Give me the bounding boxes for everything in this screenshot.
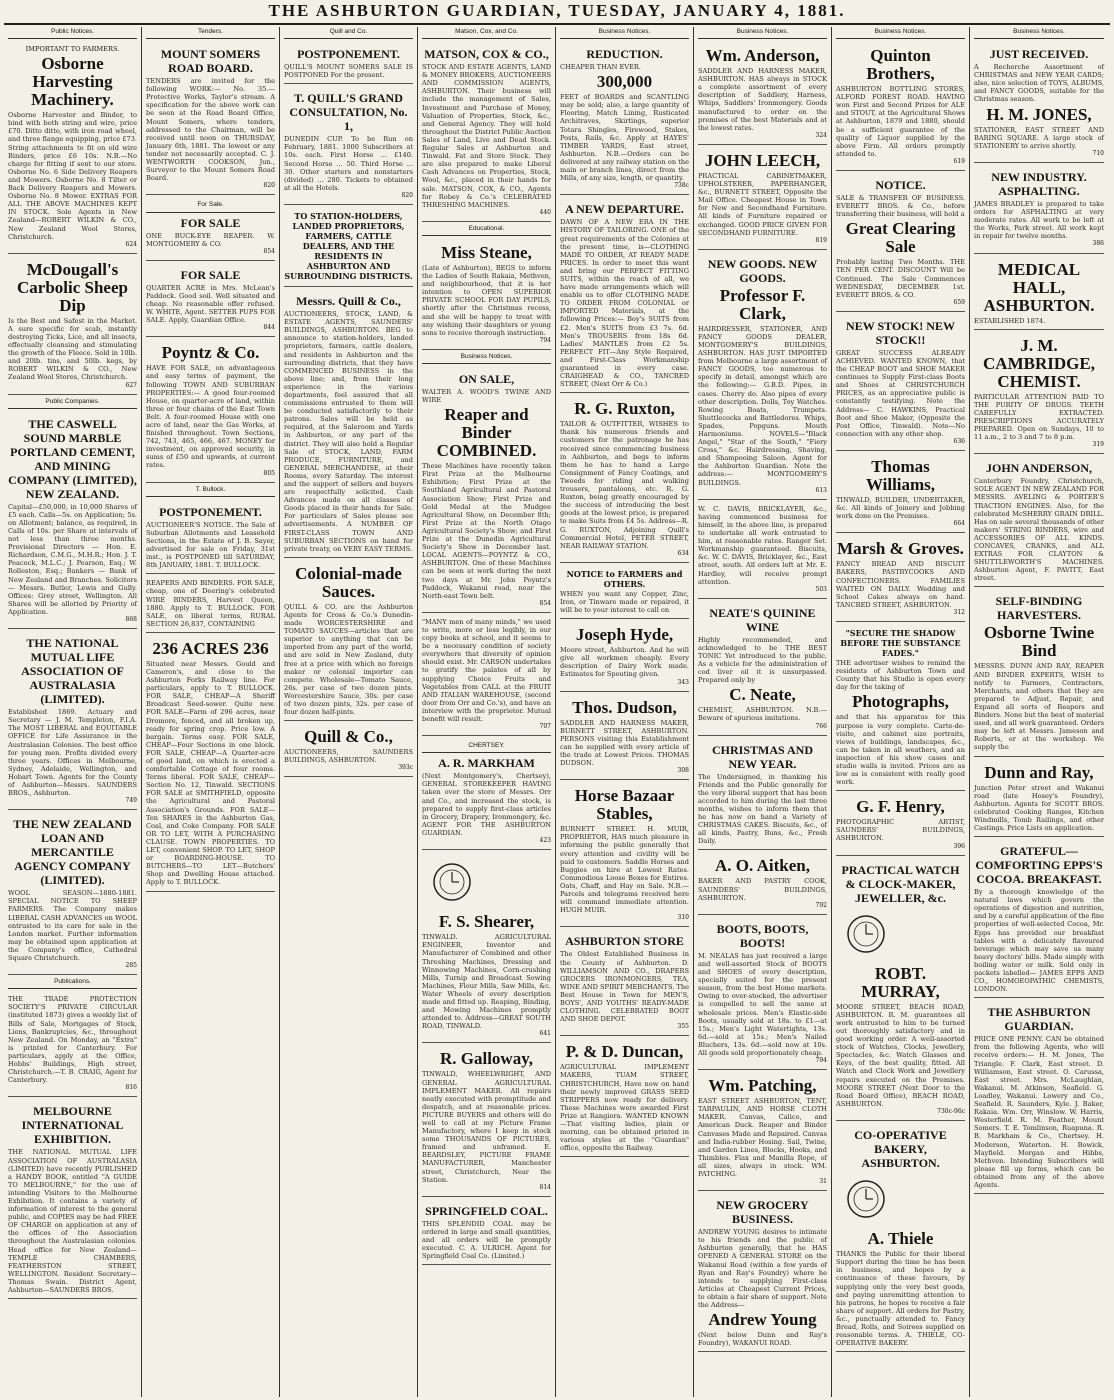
advertisement <box>974 165 1104 254</box>
section-header: T. Bullock. <box>146 485 275 497</box>
ad-heading: POSTPONEMENT. <box>159 504 262 519</box>
advertisement <box>422 615 551 736</box>
advertisement <box>422 42 551 222</box>
advertisement <box>422 1199 551 1265</box>
advertisement <box>698 601 827 736</box>
ad-body: A Recherche Assortment of CHRISTMAS and NEW YEAR CARDS; also, nice selection of TOYS, ALBUMS, and FANCY GOODS, suitable for the Christmas season. <box>974 63 1104 104</box>
newspaper-columns <box>4 27 1110 1397</box>
ad-heading: CHRISTMAS AND NEW YEAR. <box>711 742 813 771</box>
ad-ref-number: 624 <box>125 240 137 248</box>
advertisement <box>284 289 413 558</box>
advertisement <box>284 42 413 84</box>
ad-heading: REDUCTION. <box>586 47 663 62</box>
advertisement <box>146 42 275 195</box>
ad-heading: FOR SALE <box>180 215 241 230</box>
ad-body: PARTICULAR ATTENTION PAID TO THE PURITY OF DRUGS. TEETH CAREFULLY EXTRACTED. PRESCRIPTIONS ACCURATELY PREPARED. Open on Sundays, 10 to 11 a.m., 2 to 3 and 7 to 8 p.m. <box>974 392 1104 442</box>
ad-body: HAVE FOR SALE, on advantageous and easy terms of payment, the following TOWN AND SUBURBAN PROPERTIES:— A good four-roomed House, on quarter-acre of land, within three or four chains of the East Town Belt. A four-roomed House with one acre of land, near the Gas Works, at finished throughout. Town Sections, 742, 743, 465, 466, 467. MONEY for investment, on approved security, in sums of £50 and upwards, at current rates. <box>146 364 275 470</box>
advertisement <box>836 535 965 622</box>
ad-body: TINWALD, WHEELWRIGHT, AND GENERAL AGRICULTURAL IMPLEMENT MAKER. All repairs neatly executed with promptitude and despatch, and at reasonable prices. PICTURE BUYERS and others will do well to call at my Picture Frame Manufactory, where I keep in stock some THOUSANDS OF PICTURES, framed and unframed. E. BEARDSLEY, PICTURE FRAME MANUFACTURER, Manchester street, Christchurch, Near the Station. <box>422 1070 551 1184</box>
advertisement <box>146 635 275 892</box>
ad-body: The Oldest Established Business in the County of Ashburton. D. WILLIAMSON AND CO., DRAPERS GROCERS IRONMONGERS, TEA, WINE AND SPIRIT MERCHANTS. The Best House in Town for MEN'S, BOYS', AND YOUTHS' READY-MADE CLOTHING. CELEBRATED BOOT AND SHOE DEPOT. <box>560 950 689 1024</box>
ad-body: WHEN you want any Copper, Zinc, Iron, or Tinware made or repaired, it will be to your interest to call on <box>560 589 689 615</box>
ad-body: AUCTIONEER'S NOTICE. The Sale of Suburban Allotments and Leasehold Sections, in the Estate of J. B. Sayer, advertised for sale on Friday, 31st inst., is POSTPONED till SATURDAY, 8th JANUARY, 1881. T. BULLOCK. <box>146 520 275 570</box>
ad-ref-number: 355 <box>677 1023 689 1031</box>
ad-heading: MELBOURNE INTERNATIONAL EXHIBITION. <box>21 1104 124 1147</box>
ad-title: JOHN LEECH, <box>704 150 821 170</box>
ad-heading: T. QUILL'S GRAND CONSULTATION, No. 1, <box>289 91 408 134</box>
column-header: Business Notices. <box>560 27 689 39</box>
column-header: Public Notices. <box>8 27 137 39</box>
advertisement <box>146 576 275 633</box>
advertisement <box>8 1099 137 1299</box>
ad-body: Is the Best and Safest in the Market. A sure specific for scab, instantly destroying Ticks, Lice, and all insects, effectually cleansing and stimulating the growth of the Fleece. Sold in 10lb. and 20lb. tins, and 50lb. kegs, by ROBERT WILKIN & CO., New Zealand Wool Stores, Christchurch. <box>8 316 137 382</box>
ad-heading: JUST RECEIVED. <box>989 47 1089 62</box>
advertisement <box>422 239 551 350</box>
advertisement <box>560 197 689 393</box>
ad-body: GREAT SUCCESS ALREADY ACHIEVED. WANTED KNOWN, that the CHEAP BOOT and SHOE MAKER continues to Supply First-class Boots and Shoes at CHRISTCHURCH PRICES, as an appreciative public is constantly testifying. Note the Address— C. HAWKINS, Practical Boot and Shoe Maker, (Opposite the Post Office, Tinwald). Note—No connection with any other shop. <box>836 348 965 438</box>
advertisement <box>974 839 1104 998</box>
ad-body: ANDREW YOUNG desires to intimate to his friends and the public of Ashburton generally, that he HAS OPENED A GENERAL STORE on the Wakanui Road (within a few yards of Ryan and Ray's Foundry) where he intends to supplying First-class Articles at Cheapest Current Prices, to obtain a fair share of support. Note the Address— <box>698 1228 827 1310</box>
ad-body: WALTER A. WOOD'S TWINE AND WIRE <box>422 388 551 405</box>
advertisement <box>8 631 137 810</box>
ad-body: AUCTIONEERS, STOCK, LAND, & ESTATE AGENTS, SAUNDERS' BUILDINGS, ASHBURTON. BEG to announce to station-holders, landed proprietors, farmers, cattle dealers, and residents in Ashburton and the surrounding districts, that they have COMMENCED BUSINESS in the above line; and, from their long experience in the various departments, feel assured that all commissions entrusted to them will be conducted satisfactorily to their patrons. Sales will be held as required, at the Saleroom and Yards in Ashburton, or any part of the district. They will also hold a Regular Sale of STOCK, LAND, FARM PRODUCE, FURNITURE, and GENERAL MERCHANDISE, at their Rooms, every Saturday. The interest and the support of sellers and buyers are respectfully solicited. Cash Advances made on all classes of Goods placed in their hands for Sale. For particulars of Sales please see advertisements. A NUMBER OF FIRST-CLASS TOWN AND SUBURBAN SECTIONS on hand for private treaty, on VERY EASY TERMS. <box>284 310 413 553</box>
advertisement <box>8 992 137 1097</box>
ad-body: WOOL SEASON—1880-1881. SPECIAL NOTICE TO SHEEP FARMERS. The Company makes LIBERAL CASH ADVANCES on WOOL entrusted to its care for sale in the London market. Further information may be obtained upon application at the Company's office, Cathedral Square Christchurch. <box>8 889 137 962</box>
ad-title: F. S. Shearer, <box>438 912 535 932</box>
ad-ref-number: 319 <box>1092 441 1104 449</box>
ad-body: AUCTIONEERS, SAUNDERS BUILDINGS, ASHBURTON. <box>284 748 413 765</box>
ad-ref-number: 816 <box>125 1084 137 1092</box>
ad-body: THIS SPLENDID COAL may be ordered in large and small quantities, and all orders will be promptly executed. C. A. ULRICH. Agent for Springfield Coal Co. (Limited.) <box>422 1219 551 1261</box>
ad-heading: THE CASWELL SOUND MARBLE PORTLAND CEMENT, AND MINING COMPANY (LIMITED), NEW ZEALAND. <box>8 416 137 501</box>
ad-body: EAST STREET ASHBURTON, TENT, TARPAULIN, AND HORSE CLOTH MAKER. Canvas, Calico, and American Duck. Reaper and Binder Canvases Made and Repaired. Canvas and India-rubber Hosing. Sail, Twine, and Garden Lines, Blocks, Hooks, and Thimbles. Flax and Manilla Rope, of all sizes, always in stock. WM. PATCHING. <box>698 1097 827 1178</box>
ad-body: Established 1869. Actuary and Secretary — J. M. Templeton, F.I.A. The MOST LIBERAL and EQUITABLE OFFICE for Life Assurance in the Australasian Colonies. The best office for young men. Profits divided every three years. Offices in Melbourne, Sydney, Adelaide, Wellington, and Hobart Town. Agents for the County of Ashburton—Messrs. SAUNDERS BROS., Ashburton. <box>8 708 137 798</box>
ad-body: "MANY men of many minds," we used to write, more or less legibly, in our copy books at school, and it seems to be a necessary condition of society everywhere that diversity of opinion should exist. Mr. CARSON undertakes to gratify the palates of all by supplying Choice Fruits and Vegetables from CALL at the FRUIT AND ITALIAN WAREHOUSE, (second door from Orr and Co.'s), and have an interview with the proprietor. Mutual benefit will result. <box>422 617 551 723</box>
advertisement <box>8 812 137 975</box>
column-header: Matson, Cox, and Co. <box>422 27 551 39</box>
ad-heading: ASHBURTON STORE <box>565 934 684 949</box>
ad-body: THE advertiser wishes to remind the residents of Ashburton Town and County that his Studio is open every day for the taking of <box>836 659 965 692</box>
ad-body: SADDLER AND HARNESS MAKER, ASHBURTON. HAS always in STOCK a complete assortment of every description of Saddlery, Harness, Whips, Saddlers' Ironmongery. Goods manufactured to order on the premises of the best Materials and at the lowest rates. <box>698 67 827 132</box>
ad-title: Colonial-made Sauces. <box>295 563 402 601</box>
ad-body: These Machines have recently taken First Prize at the Melbourne Exhibition; First Prize at the Southland Agricultural and Pastoral Association Show; First Prize and Gold Medal at the Mudgee Agricultural Show, on December 8th; First Prize at the North Otago Agricultural Society's Show; and First Prize at the Dunedin Agricultural Society's Show in December last. LOCAL AGENTS—POYNTZ & CO., ASHBURTON. One of these Machines can be seen at work during the next two days at Mr. John Poyntz's Paddock, Wakanui road, near the North-east Town belt. <box>422 462 551 600</box>
ad-ref-number: 730c-96c <box>937 1107 965 1115</box>
ad-ref-number: 393c <box>398 764 413 772</box>
advertisement <box>560 621 689 691</box>
ad-body: TAILOR & OUTFITTER, WISHES to thank his numerous friends and customers for the patronage he has received since commencing business in Ashburton, and begs to inform them he has to hand a Large Consignment of Fancy Coatings, and Tweeds for riding and walking trousers, pantaloons, etc. R. G. Ruxton, being greatly encouraged by the success of introducing the best goods at the lowest price, is prepared to make Suits from £4 5s. Address—R. G. RUXTON, Adjoining Quill's Commercial Hotel, PETER STREET, NEAR RAILWAY STATION. <box>560 420 689 550</box>
ad-body: MOORE STREET, BEACH ROAD, ASHBURTON. R. M. guarantees all work entrusted to him to be turned out thoroughly satisfactory and in good working order. A well-assorted stock of Watches, Clocks, Jewellery, Spectacles, &c. Watch Glasses and Keys, of the best quality, fitted. All Watch and Clock Work and Jewellery repairs executed on the Premises. MOORE STREET (Next Door to the Road Board Office), BEACH ROAD, ASHBURTON. <box>836 1002 965 1108</box>
advertisement <box>974 42 1104 163</box>
ad-title: A. O. Aitken, <box>715 856 810 876</box>
ad-heading: FOR SALE <box>180 267 241 282</box>
advertisement <box>698 252 827 500</box>
ad-subhead: "SECURE THE SHADOW BEFORE THE SUBSTANCE FADES." <box>840 628 961 659</box>
ad-heading: NEW STOCK! NEW STOCK!! <box>846 318 955 347</box>
ad-body: and that his apparatus for this purpose is very complete. Carte-de-visite, and cabinet size portraits, views of buildings, landscapes, &c., can be taken in all weathers, and an inspection of his show cases and studio walls is invited. Prices are as low as is consistent with really good work. <box>836 713 965 787</box>
ad-title: Andrew Young <box>708 1310 817 1330</box>
ad-ref-number: 820 <box>263 182 275 190</box>
ad-heading: NEW GROCERY BUSINESS. <box>716 1198 809 1227</box>
ad-ref-number: 814 <box>539 1183 551 1191</box>
section-header: For Sale. <box>146 200 275 212</box>
advertisement <box>698 1072 827 1191</box>
advertisement <box>698 502 827 599</box>
ad-title: P. & D. Duncan, <box>565 1042 684 1062</box>
advertisement <box>836 42 965 171</box>
section-header: Public Companies. <box>8 397 137 409</box>
ad-body: BURNETT STREET. H. MUIR, PROPRIETOR, HAS much pleasure in informing the public generally that every attention and civility will be paid to customers. Saddle Horses and Buggies on hire at Lowest Rates. Commodious Loose Boxes for Entires. Oats, Chaff, and Hay on Sale. N.B.—Parcels and telegrams received here will command immediate attention. HUGH MUIR. <box>560 825 689 915</box>
advertisement <box>146 339 275 482</box>
advertisement <box>698 852 827 914</box>
ad-heading: A. R. MARKHAM <box>438 756 535 771</box>
ad-heading: ON SALE, <box>458 372 515 386</box>
advertisement <box>284 560 413 721</box>
ad-body: FANCY BREAD AND BISCUIT BAKERS, PASTRYCOOKS AND CONFECTIONERS. FAMILIES WAITED ON DAILY. Wedding and School Cakes always on hand. TANCRED STREET, ASHBURTON. <box>836 560 965 609</box>
ad-title: 300,000 <box>596 72 653 92</box>
advertisement <box>284 86 413 205</box>
column-header: Business Notices. <box>974 27 1104 39</box>
column <box>418 27 556 1397</box>
ad-ref-number: 710 <box>1092 149 1104 157</box>
ad-heading: NEW GOODS. NEW GOODS. <box>707 256 818 285</box>
ad-ref-number: 619 <box>953 157 965 165</box>
ad-body: STOCK AND ESTATE AGENTS, LAND & MONEY BROKERS, AUCTIONEERS AND COMMISSION AGENTS, ASHBURTON. Their business will include the management of Sales, Investment and Purchase of Money, Valuation of Properties, Stock, &c., and General Agency. They will hold throughout the District Public Auction Sales of Land, Live and Dead Stock. Regular Sales at Ashburton and Tinwald. Fat and Store Stock. They are also prepared to make Liberal Cash Advances on Properties, Stock, Wool, &c., placed in their hands for sale. MATSON, COX, & CO., Agents for Robey & Co.'s CELEBRATED THRESHING MACHINES. <box>422 63 551 209</box>
advertisement <box>560 694 689 781</box>
ad-body: STATIONER, EAST STREET AND BARING SQUARE. A large stock of STATIONERY to arrive shortly. <box>974 125 1104 150</box>
ad-ref-number: 310 <box>677 914 689 922</box>
column-header: Business Notices. <box>698 27 827 39</box>
advertisement <box>836 453 965 533</box>
ad-title: Quinton Brothers, <box>866 46 935 84</box>
ad-ref-number: 308 <box>677 767 689 775</box>
advertisement <box>560 42 689 195</box>
ad-body: CHEMIST, ASHBURTON. N.B.—Beware of spurious imitations. <box>698 706 827 723</box>
advertisement <box>974 256 1104 330</box>
ad-heading: MATSON, COX & CO., <box>424 47 549 62</box>
advertisement <box>422 852 551 1043</box>
ad-title: J. M. CAMBRIDGE, CHEMIST. <box>983 335 1095 391</box>
ad-heading: NOTICE. <box>875 178 926 193</box>
advertisement <box>560 1038 689 1157</box>
ad-body: (Late of Ashburton), BEGS to inform the Ladies of South Rakaia, Methven, and neighbourhood, that it is her intention to OPEN SUPERIOR PRIVATE SCHOOL FOR DAY PUPILS, shortly after the Christmas recess, and she will be happy to treat with any wishing their daughters or young sons to receive thorough instruction. <box>422 263 551 337</box>
ad-body: BAKER AND PASTRY COOK, SAUNDERS' BUILDINGS, ASHBURTON. <box>698 877 827 902</box>
advertisement <box>284 723 413 777</box>
masthead-title: THE ASHBURTON GUARDIAN, TUESDAY, JANUARY 4, 1881. <box>268 1 846 20</box>
ad-title: Wm. Anderson, <box>705 46 820 66</box>
ad-body: By a thorough knowledge of the natural laws which govern the operations of digestion and nutrition, and by a careful application of the fine properties of well-selected Cocoa, Mr. Epps has provided our breakfast tables with a delicately flavoured beverage which may save us many heavy doctors' bills. Made simply with boiling water or milk. Sold only in packets labelled— JAMES EPPS AND CO., HOMOEOPATHIC CHEMISTS, LONDON. <box>974 888 1104 994</box>
ad-body: TINWALD. AGRICULTURAL ENGINEER, Inventor and Manufacturer of Combined and other Threshing Machines, Dressing and Winnowing Machines, Corn-crushing Mills, Turnip and Broadcast Sowing Machines, Flour Mills, Saw Mills, &c. Water Wheels of every description made and fitted up. Reaping, Binding, and Mowing Machines promptly attended to. Address—GREAT SOUTH ROAD, TINWALD. <box>422 933 551 1031</box>
ad-title: 236 ACRES 236 <box>152 638 269 658</box>
ad-title: Osborne Twine Bind <box>983 623 1095 661</box>
advertisement <box>974 332 1104 455</box>
ad-heading: JOHN ANDERSON, <box>985 461 1092 476</box>
section-header: Business Notices. <box>422 352 551 364</box>
advertisement <box>422 738 551 850</box>
ad-ref-number: 738c <box>674 182 689 190</box>
ad-ref-number: 636 <box>953 437 965 445</box>
masthead-rule <box>4 23 1110 25</box>
ad-body: PHOTOGRAPHIC ARTIST, SAUNDERS' BUILDINGS, ASHBURTON. <box>836 818 965 843</box>
column <box>4 27 142 1397</box>
ad-body: Canterbury Foundry, Christchurch, SOLE AGENT IN NEW ZEALAND FOR MESSRS. AVELING & PORTER'S TRACTION ENGINES. Also, for the celebrated McSHERRY GRAIN DRILL. Has on sale several thousands of other makers' STRING BINDERS, wire and ACCESSORIES OF ALL KINDS. CONCAVES, CRANKS, and ALL EXTRAS FOR CLAYTON & SHUTTLEWORTH'S MACHINES. Ashburton Agent, F. PAVITT, East street. <box>974 477 1104 583</box>
ad-heading: MOUNT SOMERS ROAD BOARD. <box>160 47 261 76</box>
column-header: Quill and Co. <box>284 27 413 39</box>
ad-illustration-icon <box>836 1176 896 1222</box>
advertisement <box>836 624 965 791</box>
ad-ref-number: 285 <box>125 962 137 970</box>
advertisement <box>8 412 137 629</box>
ad-ref-number: 343 <box>677 678 689 686</box>
ad-body: Osborne Harvester and Binder, to bind with both string and wire, price £70. Ditto ditto, with iron road wheel, and three flange equipping, price £73. String attachments to fit on old wire Binders, price £6 10s. N.B.—No charge for fitting if sent to our store. Osborne No. 6 Side Delivery Reapers and Mowers. Osborne No. 8 Tilter or Back Delivery Reapers and Mowers. Osborne No. 8 Mower. EXTRAS FOR ALL THE ABOVE MACHINES KEPT IN STOCK. Sole Agents in New Zealand—ROBERT WILKIN & CO., New Zealand Wool Stores, Christchurch. <box>8 111 137 241</box>
ad-body: THE NATIONAL MUTUAL LIFE ASSOCIATION OF AUSTRALASIA (LIMITED) have recently PUBLISHED a HANDY BOOK, entitled "A GUIDE TO MELBOURNE," for the use of intending Visitors to the Melbourne Exhibition. It contains a variety of information of interest to the general public, and COPIES may be had FREE OF CHARGE on application at any of the offices of the Association throughout the Australasian colonies. Head office for New Zealand—TEMPLE CHAMBERS, FEATHERSTON STREET, WELLINGTON. Resident Secretary—Thomas Swain. District Agent, Ashburton—SAUNDERS BROS. <box>8 1148 137 1294</box>
ad-heading: THE NEW ZEALAND LOAN AND MERCANTILE AGENCY COMPANY (LIMITED). <box>13 817 132 888</box>
advertisement <box>8 42 137 254</box>
ad-heading: BOOTS, BOOTS, BOOTS! <box>716 921 809 950</box>
ad-title: H. M. JONES, <box>986 104 1092 124</box>
ad-ref-number: 766 <box>815 722 827 730</box>
ad-ref-number: 749 <box>125 797 137 805</box>
ad-body: Junction Peter street and Wakanui road (late Hosey's Foundry), Ashburton. Agents for SCOTT BROS. celebrated Cooking Ranges, Kitchen Windmills, Tomb Railings, and other Castings. Price Lists on application. <box>974 783 1104 832</box>
ad-body: QUILL'S MOUNT SOMERS SALE IS POSTPONED For the present. <box>284 63 413 80</box>
ad-subhead: NOTICE to FARMERS and OTHERS. <box>566 568 683 589</box>
advertisement <box>422 1045 551 1196</box>
ad-ref-number: 854 <box>539 599 551 607</box>
advertisement <box>560 565 689 619</box>
ad-body: Moore street, Ashburton. And he will give all workmen cheaply. Every description of Dairy Work made. Estimates for Spouting given. <box>560 646 689 679</box>
ad-body: TENDERS are invited for the following WORK:— No. 35.—Protective Works, Taylor's stream. A specification for the above work can be seen at the Road Board Office, Mount Somers, where tenders, addressed to the Chairman, will be received until noon on THURSDAY, January 6th, 1881. The lowest or any tender not necessarily accepted. C. J. WENTWORTH COOKSON, Jun., Surveyor to the Mount Somers Road Board. <box>146 77 275 183</box>
advertisement <box>698 147 827 250</box>
advertisement <box>836 858 965 1121</box>
ad-title: Horse Bazaar Stables, <box>574 786 675 824</box>
advertisement <box>836 1123 965 1352</box>
ad-body: Probably lasting Two Months. THE TEN PER CENT. DISCOUNT Will be Continued. The Sale Commences WEDNESDAY, DECEMBER 1st. EVERETT BROS. & CO. <box>836 258 965 299</box>
ad-ref-number: 386 <box>1092 240 1104 248</box>
ad-subhead: TO STATION-HOLDERS, LANDED PROPRIETORS, FARMERS, CATTLE DEALERS, AND THE RESIDENTS IN ASHBURTON AND SURROUNDING DISTRICTS. <box>284 211 413 282</box>
ad-title: Marsh & Groves. <box>837 539 964 559</box>
column <box>142 27 280 1397</box>
ad-ref-number: 440 <box>539 208 551 216</box>
ad-body: PRACTICAL CABINETMAKER, UPHOLSTERER, PAPERHANGER, &c., BURNETT STREET, Opposite the Mail Office. Cheapest House in Town for New and Secondhand Furniture. All kinds of Furniture repaired or exchanged. GOOD PRICE GIVEN FOR SECONDHAND FURNITURE. <box>698 171 827 237</box>
ad-body: W. C. DAVIS, BRICKLAYER, &c., having commenced business for himself, in the above line, is prepared to undertake all work entrusted to him, at reasonable rates. Ranger Set. Workmanship guaranteed. Biscuits, &c. W. C. DAVIS, Bricklayer, &c., East street, south. All orders left at Mr. E. Hardley, will receive prompt attention. <box>698 504 827 586</box>
advertisement <box>698 738 827 851</box>
ad-ref-number: 819 <box>815 236 827 244</box>
column <box>832 27 970 1397</box>
column <box>280 27 418 1397</box>
ad-ref-number: 641 <box>539 1030 551 1038</box>
ad-title: Miss Steane, <box>441 242 532 262</box>
ad-body: Situated near Messrs. Gould and Cameron's, and close to the Ashburton Forks Railway line. For particulars, apply to T. BULLOCK. FOR SALE, CHEAP—A Sheriff Broadcast Seed-sower. Quite new. FOR SALE—Farm of 296 acres, near Dromore, fenced, and all broken up, ready for spring crop. Price low. A bargain. Terms easy. FOR SALE, CHEAP—Four Sections in one block. FOR SALE, CHEAP—A Quarter-acre of good land, on which is erected a comfortable Cottage of four rooms. Terms liberal. FOR SALE, CHEAP—Section No. 12, Tinwald. SECTIONS FOR SALE at SMITHFIELD, opposite the Agricultural and Pastoral Association's Grounds. FOR SALE—Ten SHARES in the Ashburton Gas, Coal, and Coke Company. FOR SALE OR TO LET, WITH A PURCHASING CLAUSE. TOWN PROPERTIES. TO LET, convenient SHOP. TO LET, SHOP or BOARDING-HOUSE. TO BUTCHERS—TO LET—Butchers' Shop and Dwelling House attached. Apply to T. BULLOCK. <box>146 659 275 887</box>
advertisement <box>836 173 965 312</box>
ad-title: Thomas Williams, <box>865 457 936 494</box>
ad-body: DAWN OF A NEW ERA IN THE HISTORY OF TAILORING. ONE of the great requirements of the Colonies at the present time, is—CLOTHING MADE TO ORDER, AT READY MADE PRICES. In order to meet this want and bring our PERFECT FITTING SUITS, within the reach of all, we have made arrangements which will enable us to offer CLOTHING MADE TO ORDER FROM COLONIAL or IMPORTED Materials, at the following Prices:— Boy's SUITS from £2. Men's SUITS from £3 7s. 6d. Men's TROUSERS from 18s 6d. Ladies' MANTLES from £2 5s. PERFECT FIT—Any Style Required, and First-Class Workmanship guaranteed in every case. CRAIGHEAD & CO., TANCRED STREET, (Next Orr & Co.) <box>560 218 689 389</box>
ad-heading: Messrs. Quill & Co., <box>296 294 401 309</box>
ad-illustration-icon <box>836 911 896 957</box>
ad-heading: THE ASHBURTON GUARDIAN. <box>987 1005 1091 1034</box>
ad-body: (Next Montgomery's, Chertsey), GENERAL STOREKEEPER HAVING taken over the store of Messrs. Orr and Co., and increased the stock, is prepared to supply first-class articles in Grocery, Drapery, Ironmongery, &c. AGENT FOR THE ASHBURTON GUARDIAN. <box>422 772 551 837</box>
ad-body: DUNEDIN CUP. To be Run on February, 1881. 1000 Subscribers at 10s. each. First Horse ... £140. Second Horse ... 50. Third Horse ... 30. Other starters and nonstarters (divided) ... 280. Tickets to obtained at all the Hotels. <box>284 135 413 192</box>
ad-title: Poyntz & Co. <box>161 343 260 363</box>
ad-ref-number: 634 <box>677 549 689 557</box>
advertisement <box>836 314 965 451</box>
ad-body: SADDLER AND HARNESS MAKER, BURNETT STREET, ASHBURTON. PERSONS visiting this Establishment can be supplied with every article of the trade at Lowest Prices. THOMAS DUDSON. <box>560 718 689 768</box>
ad-ref-number: 820 <box>401 191 413 199</box>
advertisement <box>146 263 275 338</box>
ad-title: Professor F. Clark, <box>719 285 806 323</box>
section-header: Educational. <box>422 224 551 236</box>
ad-heading: THE NATIONAL MUTUAL LIFE ASSOCIATION OF AUSTRALASIA (LIMITED). <box>21 636 124 707</box>
advertisement <box>560 782 689 927</box>
ad-heading: CO-OPERATIVE BAKERY, ASHBURTON. <box>854 1128 947 1171</box>
ad-ref-number: 503 <box>815 585 827 593</box>
ad-body: ESTABLISHED 1874. <box>974 316 1046 325</box>
advertisement <box>560 929 689 1036</box>
ad-ref-number: 312 <box>953 608 965 616</box>
ad-body: QUILL & CO. are the Ashburton Agents for Cross & Co.'s Dunedin-made WORCESTERSHIRE and TOMATO SAUCES—articles that are superior to anything that can be imported from any part of the world, and are sold in New Zealand, duty free at a price with which no foreign maker or colonial importer can compete. Wholesale—Tomato Sauce, 26s. per case of two dozen pints. Worcestershire Sauce, 30s. per case of two dozen pints, 32s. per case of four dozen half-pints. <box>284 602 413 717</box>
ad-ref-number: 31 <box>819 1178 827 1186</box>
ad-ref-number: 659 <box>953 298 965 306</box>
ad-ref-number: 854 <box>263 247 275 255</box>
ad-body: SALE & TRANSFER OF BUSINESS. EVERETT BROS. & Co., before transferring their business, will hold a <box>836 194 965 219</box>
advertisement <box>974 1000 1104 1194</box>
advertisement <box>8 256 137 395</box>
ad-title: ROBT. MURRAY, <box>861 963 940 1001</box>
ad-heading: SELF-BINDING HARVESTERS. <box>995 594 1083 623</box>
advertisement <box>974 589 1104 756</box>
advertisement <box>974 456 1104 587</box>
ad-body: The Undersigned, in thanking his Friends and the Public generally for the very liberal support that has been accorded to him during the last three months, wishes to inform them that he has now on hand a Variety of CHRISTMAS CAKES. Biscuits, &c., of all kinds, Pastry, Buns, &c., Fresh Daily. <box>698 772 827 846</box>
ad-ref-number: 794 <box>815 1057 827 1065</box>
ad-heading: SPRINGFIELD COAL. <box>425 1203 548 1218</box>
ad-title: Dunn and Ray, <box>984 762 1094 782</box>
ad-body: (Next below Dunn and Ray's Foundry), WAKANUI ROAD. <box>698 1331 827 1348</box>
section-header: Publications. <box>8 977 137 989</box>
ad-body: Highly recommended, and acknowledged to be THE BEST TONIC Yet introduced to the public. As a vehicle for the administration of cod liver oil it is unsurpassed. Prepared only by <box>698 635 827 685</box>
ad-ref-number: 805 <box>263 469 275 477</box>
ad-body: Capital—£50,000, in 10,000 Shares of £5 each. Calls—5s. on Application; 5s. on Allotment; balance, as required, in Calls of 10s. per Share at intervals of not less than three months. Provisional Directors — Hon. E. Richardson, C.M.G., M.H.R.; Hon. J. T. Peacock, M.L.C.; J. Pearson, Esq.; W. Rolleston, Esq.; Bankers — Bank of New Zealand and Branches. Solicitors — Messrs. Butler, Lewis and Gully. Offices: Grey street, Wellington. All Shares will be allotted by Priority of Application. <box>8 502 137 616</box>
ad-body: TINWALD, BUILDER, UNDERTAKER, &c. All kinds of Joinery and Jobbing work done on the Premises. <box>836 496 965 521</box>
advertisement <box>836 793 965 855</box>
ad-heading: NEATE'S QUININE WINE <box>709 605 816 634</box>
ad-title: Photographs, <box>852 692 949 712</box>
ad-title: MEDICAL HALL, ASHBURTON. <box>983 259 1095 315</box>
ad-body: ONE BUCK-EYE REAPER. W. MONTGOMERY & CO. <box>146 231 275 248</box>
ad-ref-number: 627 <box>125 381 137 389</box>
ad-ref-number: 794 <box>539 336 551 344</box>
advertisement <box>560 395 689 563</box>
ad-body: ASHBURTON BOTTLING STORES, ALFORD FOREST ROAD. HAVING won First and Second Prizes for ALE and STOUT, at the Agricultural Shows at Ashburton, 1879 and 1880, should be a sufficient guarantee of the quality of Liquor supplied by the above Firm. All orders promptly attended to. <box>836 85 965 158</box>
advertisement <box>146 500 275 575</box>
advertisement <box>698 42 827 145</box>
column <box>694 27 832 1397</box>
ad-title: A. Thiele <box>867 1229 934 1249</box>
ad-illustration-icon <box>422 859 482 905</box>
ad-title: R. G. Ruxton, <box>574 399 675 419</box>
ad-body: JAMES BRADLEY is prepared to take orders for ASPHALTING at very moderate rates. All work to be left at the Works, Park street. All work kept in repair for twelve months. <box>974 199 1104 241</box>
ad-title: Reaper and Binder COMBINED. <box>436 405 537 461</box>
ad-ref-number: 664 <box>953 520 965 528</box>
ad-title: R. Galloway, <box>439 1049 534 1069</box>
ad-body: AGRICULTURAL IMPLEMENT MAKERS, TUAM STREET, CHRISTCHURCH, Have now on hand their newly improved GRASS SEED STRIPPERS now ready for delivery. These Machines were awarded First Prize at Rangiora. WANTED KNOWN—That visiting ladies, plain or morning, can be obtained printed in various styles at the "Guardian" office, opposite the Railway. <box>560 1063 689 1153</box>
ad-body: FEET of BOARDS and SCANTLING may be sold; also, a large quantity of Flooring, Match Lining, Rusticated Architraves, Skirtings, superior Totara Shingles, Firewood, Stakes, Posts, Rails, &c. Apply at HAYES' TIMBER YARDS, East street, Ashburton. N.B.—Orders can be delivered at any railway station on the main or branch lines, direct from the Mills, of any size, length, or quantity. <box>560 93 689 183</box>
advertisement <box>698 1193 827 1352</box>
ad-title: Wm. Patching, <box>708 1076 817 1096</box>
advertisement <box>698 917 827 1070</box>
ad-title: Quill & Co., <box>304 727 393 747</box>
ad-title: Thos. Dudson, <box>572 697 677 717</box>
ad-ref-number: 844 <box>263 324 275 332</box>
ad-body: MESSRS. DUNN AND RAY, REAPER AND BINDER EXPERTS, WISH to notify to Farmers, Contractors, Merchants, and others that they are prepared to Adjust, Repair, and Expand all sorts of Reapers and Binders. None but the best of material used, and all work guaranteed. Orders may be left at Messrs. Jameson and Roberts, or at the workshop. We supply the <box>974 662 1104 752</box>
ad-title: Osborne Harvesting Machinery. <box>31 54 114 110</box>
ad-ref-number: 792 <box>815 901 827 909</box>
ad-body: THANKS the Public for their liberal Support during the time he has been in business, and hopes by a continuance of these favours, by supplying only the very best goods, and paying unremitting attention to his patrons, he hopes to receive a fair share of support. All orders for Pastry, &c., punctually attended to. Fancy Bread, Rolls, and Soirees supplied on reasonable terms. A. THIELE, CO-OPERATIVE BAKERY. <box>836 1250 965 1348</box>
ad-ref-number: 868 <box>125 616 137 624</box>
ad-body: PRICE ONE PENNY. CAN be obtained from the following Agents, who will receive orders:— H. M. Jones, The Triangle. F. Clark, East street. D. Williamson, East street. O. Carussa, East street. Mrs. McLaughlan, Wakanui. M. Atkinson, Seafield. G. Loadley, Wakanui. Lowery and Co., Seafield. R. Saunders, Kyle. J. Baker, Rakaia. Wm. Orr, Winslow. W. Harris, Westerfield. R. M. Feather, Mount Somers. T. E. Tomlinson, Ruapuna. R. B. Markham & Co., Chertsey. H. Moderson, Waterton. H. Bowick, Mayfield. Morgan and Hibbs, Methven. Intending Subscribers will please fill up forms, which can be obtained from any of the above Agents. <box>974 1035 1104 1189</box>
ad-body: M. NEALAS has just received a large and well-assorted Stock of BOOTS and SHOES of every description, specially suited for the present season, from the best Home markets. Owing to over-stocked, the advertiser is compelled to sell the same at wholesale prices. Men's Elastic-side Boots, usually sold at 18s. to £1—at 15s.; Men's Light Watertights, 13s. 6d.—sold at 15s.; Men's Nailed Bluchers, 13s. 6d.—sold now at 10s. All goods sold proportionately cheap. <box>698 951 827 1057</box>
advertisement <box>974 759 1104 838</box>
section-header: CHERTSEY. <box>422 741 551 753</box>
ad-heading: POSTPONEMENT. <box>297 47 400 62</box>
ad-heading: NEW INDUSTRY. ASPHALTING. <box>991 169 1087 198</box>
ad-body: THE TRADE PROTECTION SOCIETY'S PRIVATE CIRCULAR (instituted 1873) gives a weekly list of Bills of Sale, Mortgages of Stock, Liens, Bankruptcies, &c., throughout New Zealand. On Monday, an "Extra" is printed for Canterbury. For particulars, apply at the Office, Hobbs' Buildings, High street, Christchurch.—T. B. CRAIG, Agent for Canterbury. <box>8 995 137 1085</box>
ad-ref-number: 613 <box>815 486 827 494</box>
ad-ref-number: 423 <box>539 837 551 845</box>
ad-body: QUARTER ACRE in Mrs. McLean's Paddock. Good soil. Well situated and cheap. No reasonable offer refused. W. WHITE, Agent. SETTER PUPS FOR SALE. Apply, Guardian Office. <box>146 283 275 325</box>
ad-body: CHEAPER THAN EVER. <box>560 63 641 72</box>
ad-title: C. Neate, <box>729 685 796 705</box>
ad-title: G. F. Henry, <box>856 797 945 817</box>
column <box>970 27 1108 1397</box>
ad-body: REAPERS AND BINDERS. FOR SALE, cheap, one of Deering's celebrated WIRE BINDERS, Harvest Queen, 1880. Apply to T. BULLOCK. FOR SALE, on liberal terms, RURAL SECTION 26,837, CONTAINING <box>146 579 275 628</box>
ad-ref-number: 707 <box>539 723 551 731</box>
ad-lead: IMPORTANT TO FARMERS. <box>25 45 120 54</box>
ad-ref-number: 396 <box>953 842 965 850</box>
ad-heading: A NEW DEPARTURE. <box>565 202 684 217</box>
ad-heading: PRACTICAL WATCH & CLOCK-MAKER, JEWELLER, &c. <box>841 862 960 905</box>
advertisement <box>284 207 413 287</box>
ad-title: Great Clearing Sale <box>845 219 956 257</box>
ad-body: HAIRDRESSER, STATIONER, AND FANCY GOODS DEALER, MONTGOMERY'S BUILDINGS, ASHBURTON. HAS JUST IMPORTED from Melbourne a large assortment of FANCY GOODS, too numerous to specify in detail, amongst which are the following:— G.B.D. Pipes, in cases. Cherry do. Also pipes of every other description. Dolls, Toy Watches. Rowing Boats, Trumpets. Shuttlecocks and Battledores. Whips, Spades, Popguns. Mouth Harmoniums. NOVELS—"Black Angel," "Star of the South," "Fiery Cross," &c. Hairdressing, Shaving, and Shampooing Saloon. Agent for the Ashburton Guardian. Note the address:— MONTGOMERY'S BUILDINGS. <box>698 324 827 487</box>
advertisement <box>422 367 551 613</box>
ad-title: Joseph Hyde, <box>575 625 674 645</box>
advertisement <box>146 197 275 260</box>
column <box>556 27 694 1397</box>
column-header: Business Notices. <box>836 27 965 39</box>
ad-heading: GRATEFUL—COMFORTING EPPS'S COCOA. BREAKFAST. <box>975 844 1103 887</box>
ad-title: McDougall's Carbolic Sheep Dip <box>17 259 128 315</box>
ad-ref-number: 324 <box>815 131 827 139</box>
column-header: Tenders. <box>146 27 275 39</box>
